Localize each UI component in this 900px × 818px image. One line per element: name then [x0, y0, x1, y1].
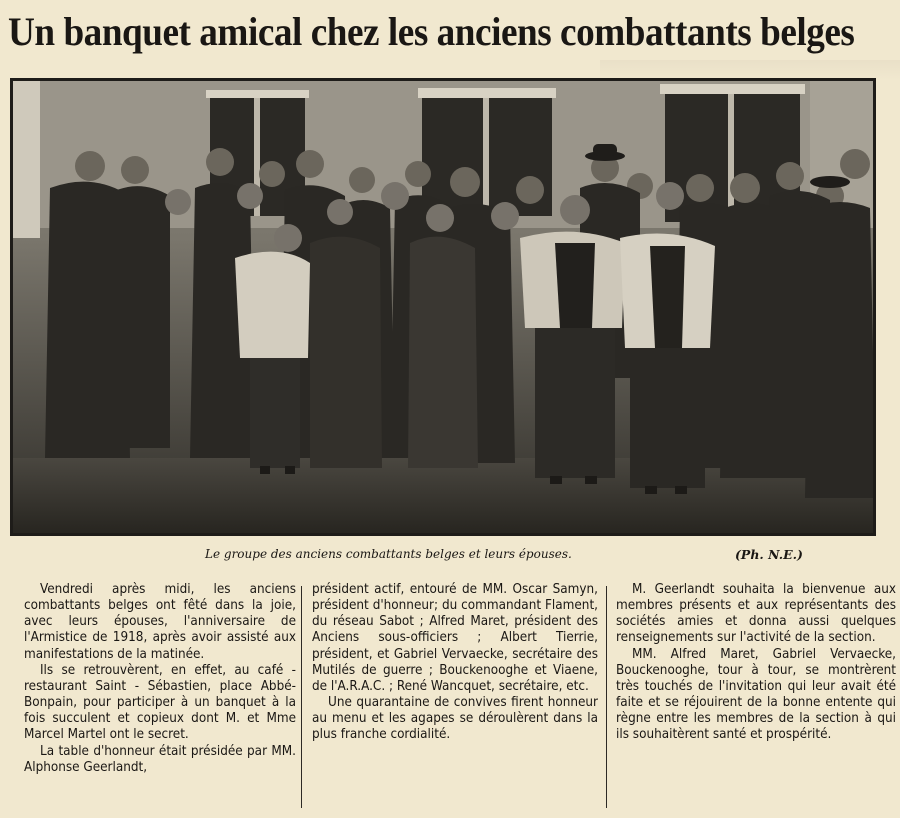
adjacent-print-bleed — [600, 60, 900, 80]
photo-caption — [205, 547, 825, 561]
paragraph: Une quarantaine de convives firent honneur au menu et les agapes se déroulèrent dans la plus franche cordialité. — [312, 695, 598, 743]
paragraph: Vendredi après midi, les anciens combattants belges ont fêté dans la joie, avec leurs épouses, l'anniversaire de l'Armistice de 1918, après avoir assisté aux manifestations de la matinée. — [24, 582, 296, 662]
column-divider — [301, 586, 302, 808]
headline: Un banquet amical chez les anciens combattants belges — [8, 9, 855, 54]
paragraph: président actif, entouré de MM. Oscar Samyn, président d'honneur; du commandant Flament, du réseau Sabot ; Alfred Maret, président des Anciens sous-officiers ; Albert Tierrie, président, et Gabriel Vervaecke, secrétaire des Mutilés de guerre ; Bouckenooghe et Viaene, de l'A.R.A.C. ; René Wancquet, secrétaire, etc. — [312, 582, 598, 694]
photo-credit: (Ph. N.E.) — [735, 547, 803, 562]
paragraph: MM. Alfred Maret, Gabriel Vervaecke, Bouckenooghe, tour à tour, se montrèrent très touchés de l'invitation qui leur avait été faite et se réjouirent de la bonne entente qui règne entre les membres de la section à qui ils souhaitèrent santé et prospérité. — [616, 646, 896, 743]
paragraph: La table d'honneur était présidée par MM. Alphonse Geerlandt, — [24, 743, 296, 775]
article-column-2 — [312, 582, 598, 814]
article-column-1 — [24, 582, 296, 814]
caption-text: Le groupe des anciens combattants belges et leurs épouses. — [205, 547, 572, 561]
column-divider — [606, 586, 607, 808]
group-photo — [10, 78, 876, 536]
group-photo-illustration — [10, 78, 876, 536]
article-column-3 — [616, 582, 896, 814]
paragraph: Ils se retrouvèrent, en effet, au café - restaurant Saint - Sébastien, place Abbé-Bonpain, pour participer à un banquet à la fois succulent et copieux dont M. et Mme Marcel Martel ont le secret. — [24, 662, 296, 743]
article-body — [24, 582, 896, 814]
paragraph: M. Geerlandt souhaita la bienvenue aux membres présents et aux représentants des sociétés amies et donna aussi quelques renseignements sur l'activité de la section. — [616, 582, 896, 646]
